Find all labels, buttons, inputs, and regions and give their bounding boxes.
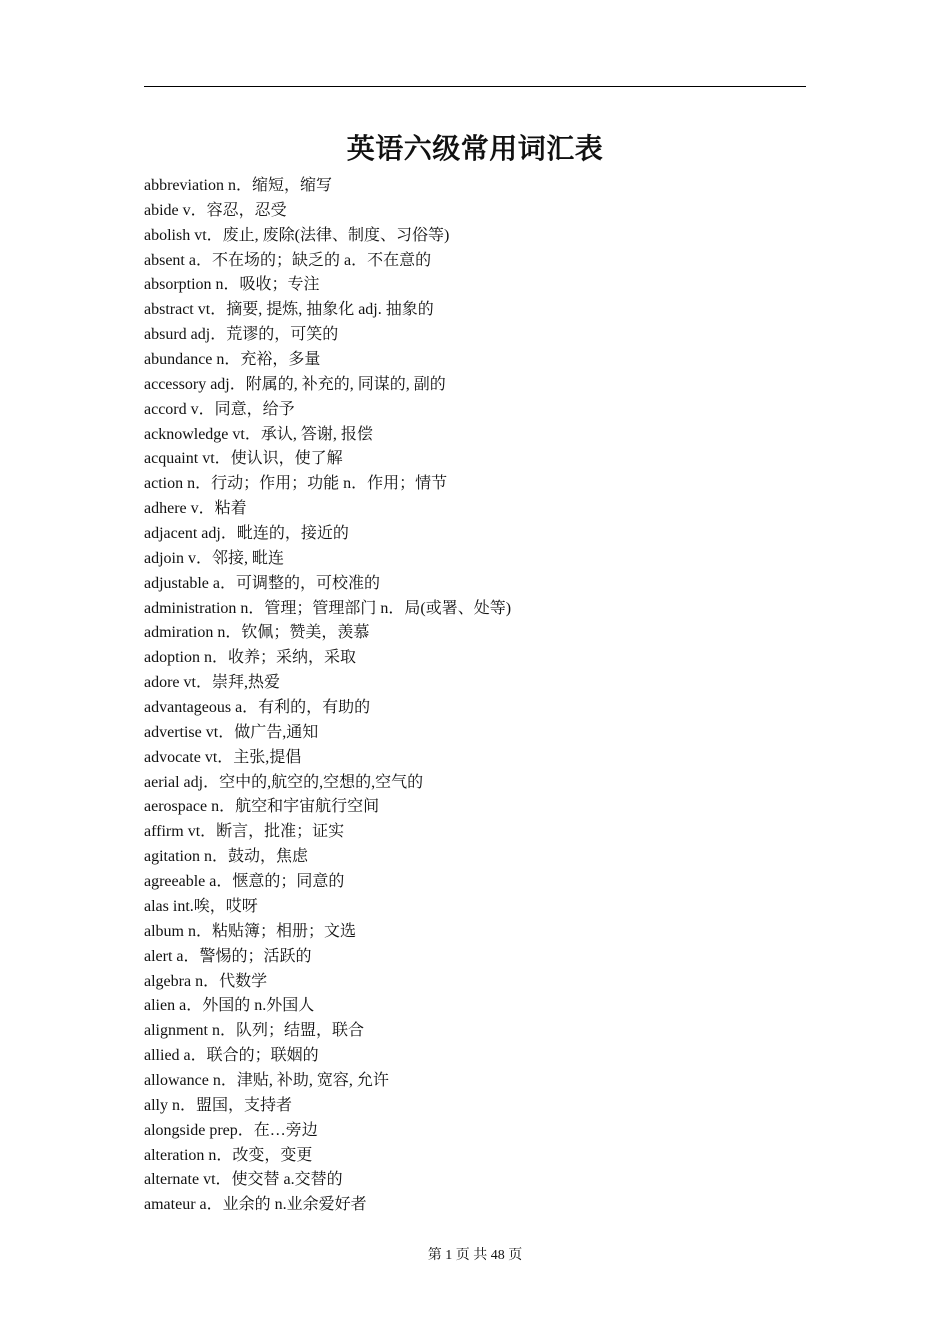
vocabulary-entry: adore vt．崇拜,热爱 [144,674,280,692]
vocabulary-entry: adoption n．收养；采纳，采取 [144,649,356,667]
page-title: 英语六级常用词汇表 [346,134,604,165]
vocabulary-entry: advantageous a．有利的，有助的 [144,699,371,717]
vocabulary-entry: adjustable a．可调整的，可校准的 [144,574,380,592]
vocabulary-list [144,174,804,1218]
vocabulary-entry: acquaint vt．使认识，使了解 [144,450,343,468]
vocabulary-entry: alien a．外国的 n.外国人 [144,997,315,1015]
vocabulary-entry: adhere v．粘着 [144,500,247,518]
vocabulary-entry: admiration n．钦佩；赞美，羡慕 [144,624,370,642]
vocabulary-entry: advocate vt．主张,提倡 [144,748,302,766]
vocabulary-entry: alternate vt．使交替 a.交替的 [144,1171,343,1189]
vocabulary-entry: adjacent adj．毗连的，接近的 [144,525,349,543]
vocabulary-entry: administration n．管理；管理部门 n．局(或署、处等) [144,599,512,617]
vocabulary-entry: album n．粘贴簿；相册；文选 [144,922,356,940]
vocabulary-entry: affirm vt．断言，批准；证实 [144,823,345,841]
vocabulary-entry: abolish vt．废止, 废除(法律、制度、习俗等) [144,226,450,244]
vocabulary-entry: amateur a．业余的 n.业余爱好者 [144,1196,367,1214]
vocabulary-entry: algebra n．代数学 [144,972,268,990]
vocabulary-entry: absurd adj．荒谬的，可笑的 [144,326,339,344]
vocabulary-entry: abundance n．充裕，多量 [144,351,321,369]
vocabulary-entry: advertise vt．做广告,通知 [144,723,319,741]
vocabulary-entry: ally n．盟国，支持者 [144,1096,292,1114]
vocabulary-entry: aerospace n．航空和宇宙航行空间 [144,798,380,816]
vocabulary-entry: accord v．同意，给予 [144,400,295,418]
header-rule [144,86,806,87]
vocabulary-entry: abide v．容忍，忍受 [144,201,287,219]
vocabulary-entry: adjoin v．邻接, 毗连 [144,549,284,567]
vocabulary-entry: agitation n．鼓动，焦虑 [144,848,308,866]
vocabulary-entry: aerial adj．空中的,航空的,空想的,空气的 [144,773,424,791]
vocabulary-entry: acknowledge vt．承认, 答谢, 报偿 [144,425,373,443]
vocabulary-entry: alert a．警惕的；活跃的 [144,947,312,965]
vocabulary-entry: alas int.唉，哎呀 [144,897,258,915]
page-number-footer: 第 1 页 共 48 页 [427,1248,523,1263]
vocabulary-entry: abstract vt．摘要, 提炼, 抽象化 adj. 抽象的 [144,301,434,319]
vocabulary-entry: absent a．不在场的；缺乏的 a．不在意的 [144,251,432,269]
vocabulary-entry: allowance n．津贴, 补助, 宽容, 允许 [144,1071,389,1089]
vocabulary-entry: alongside prep．在…旁边 [144,1121,318,1139]
vocabulary-entry: absorption n．吸收；专注 [144,276,320,294]
vocabulary-entry: allied a．联合的；联姻的 [144,1047,319,1065]
vocabulary-entry: alteration n．改变，变更 [144,1146,313,1164]
vocabulary-entry: action n．行动；作用；功能 n．作用；情节 [144,475,448,493]
vocabulary-entry: abbreviation n．缩短，缩写 [144,177,332,194]
vocabulary-entry: accessory adj．附属的, 补充的, 同谋的, 副的 [144,375,446,393]
vocabulary-entry: agreeable a．惬意的；同意的 [144,873,345,891]
vocabulary-entry: alignment n．队列；结盟，联合 [144,1022,364,1040]
